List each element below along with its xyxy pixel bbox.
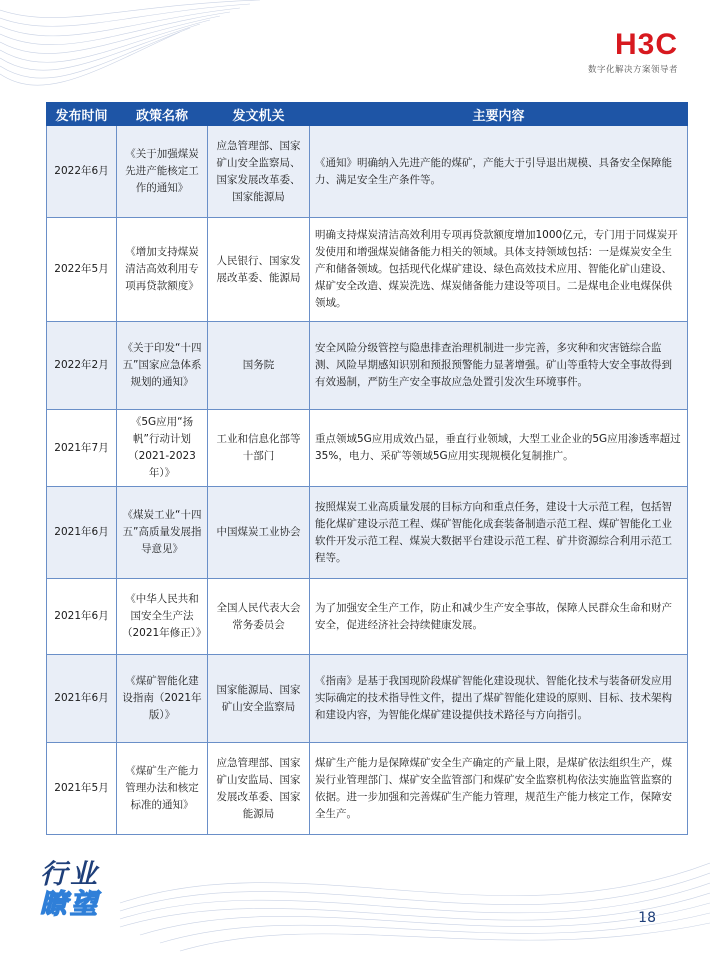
- cell-issuing-authority: 国务院: [208, 322, 310, 410]
- cell-issuing-authority: 工业和信息化部等十部门: [208, 410, 310, 487]
- table-row: [47, 655, 688, 743]
- top-wave-decoration: [0, 0, 260, 110]
- table-row: [47, 743, 688, 835]
- cell-date: 2022年6月: [47, 126, 117, 218]
- cell-main-content: 《指南》是基于我国现阶段煤矿智能化建设现状、智能化技术与装备研发应用实际确定的技术指导性文件，提出了煤矿智能化建设的原则、目标、技术架构和建设内容，为智能化煤矿建设提供技术路径与方向指引。: [310, 655, 688, 743]
- brand-line-1: 行业: [40, 859, 100, 890]
- section-brand: [40, 860, 100, 920]
- cell-policy-name: 《煤矿智能化建设指南（2021年版）》: [117, 655, 208, 743]
- table-row: [47, 579, 688, 655]
- cell-date: 2021年6月: [47, 487, 117, 579]
- cell-issuing-authority: 应急管理部、国家矿山安监局、国家发展改革委、国家能源局: [208, 743, 310, 835]
- cell-main-content: 煤矿生产能力是保障煤矿安全生产确定的产量上限，是煤矿依法组织生产，煤炭行业管理部门、煤矿安全监管部门和煤矿安全监察机构依法实施监管监察的依据。进一步加强和完善煤矿生产能力管理，规范生产能力核定工作，保障安全生产。: [310, 743, 688, 835]
- cell-main-content: 为了加强安全生产工作，防止和减少生产安全事故，保障人民群众生命和财产安全，促进经济社会持续健康发展。: [310, 579, 688, 655]
- brand-line-2: 瞭望: [40, 889, 100, 920]
- cell-main-content: 重点领域5G应用成效凸显，垂直行业领域，大型工业企业的5G应用渗透率超过35%，电力、采矿等领域5G应用实现规模化复制推广。: [310, 410, 688, 487]
- logo-tagline: 数字化解决方案领导者: [587, 65, 678, 75]
- cell-date: 2021年6月: [47, 579, 117, 655]
- cell-main-content: 明确支持煤炭清洁高效利用专项再贷款额度增加1000亿元，专门用于同煤炭开发使用和增强煤炭储备能力相关的领域。具体支持领域包括：一是煤炭安全生产和储备领域。包括现代化煤矿建设、绿色高效技术应用、智能化矿山建设、煤矿安全改造、煤炭洗选、煤炭储备能力建设等项目。二是煤电企业电煤保供领域。: [310, 218, 688, 322]
- cell-policy-name: 《关于印发“十四五”国家应急体系规划的通知》: [117, 322, 208, 410]
- cell-main-content: 按照煤炭工业高质量发展的目标方向和重点任务，建设十大示范工程，包括智能化煤矿建设示范工程、煤矿智能化成套装备制造示范工程、煤矿智能化工业软件开发示范工程、煤炭大数据平台建设示范工程、矿井资源综合利用示范工程等。: [310, 487, 688, 579]
- cell-policy-name: 《中华人民共和国安全生产法（2021年修正）》: [117, 579, 208, 655]
- cell-issuing-authority: 中国煤炭工业协会: [208, 487, 310, 579]
- policy-table: [46, 102, 688, 835]
- cell-issuing-authority: 全国人民代表大会常务委员会: [208, 579, 310, 655]
- cell-date: 2021年5月: [47, 743, 117, 835]
- table-row: [47, 126, 688, 218]
- cell-date: 2022年5月: [47, 218, 117, 322]
- header-policy-name: 政策名称: [117, 103, 208, 126]
- table-row: [47, 410, 688, 487]
- header-main-content: 主要内容: [310, 103, 688, 126]
- cell-issuing-authority: 应急管理部、国家矿山安全监察局、国家发展改革委、国家能源局: [208, 126, 310, 218]
- cell-issuing-authority: 人民银行、国家发展改革委、能源局: [208, 218, 310, 322]
- cell-policy-name: 《煤矿生产能力管理办法和核定标准的通知》: [117, 743, 208, 835]
- cell-main-content: 安全风险分级管控与隐患排查治理机制进一步完善，多灾种和灾害链综合监测、风险早期感知识别和预报预警能力显著增强。矿山等重特大安全事故得到有效遏制，严防生产安全事故应急处置引发次生环境事件。: [310, 322, 688, 410]
- page-number: 18: [638, 910, 656, 926]
- cell-date: 2021年6月: [47, 655, 117, 743]
- header-date: 发布时间: [47, 103, 117, 126]
- cell-main-content: 《通知》明确纳入先进产能的煤矿，产能大于引导退出规模、具备安全保障能力、满足安全生产条件等。: [310, 126, 688, 218]
- table-row: [47, 322, 688, 410]
- cell-date: 2021年7月: [47, 410, 117, 487]
- cell-date: 2022年2月: [47, 322, 117, 410]
- header-issuing-authority: 发文机关: [208, 103, 310, 126]
- cell-issuing-authority: 国家能源局、国家矿山安全监察局: [208, 655, 310, 743]
- logo-mark: H3C: [614, 28, 678, 61]
- cell-policy-name: 《关于加强煤炭先进产能核定工作的通知》: [117, 126, 208, 218]
- cell-policy-name: 《煤炭工业“十四五”高质量发展指导意见》: [117, 487, 208, 579]
- table-row: [47, 218, 688, 322]
- table-row: [47, 487, 688, 579]
- cell-policy-name: 《5G应用“扬帆”行动计划（2021-2023年）》: [117, 410, 208, 487]
- cell-policy-name: 《增加支持煤炭清洁高效利用专项再贷款额度》: [117, 218, 208, 322]
- table-header-row: [47, 103, 688, 126]
- h3c-logo: [588, 30, 678, 75]
